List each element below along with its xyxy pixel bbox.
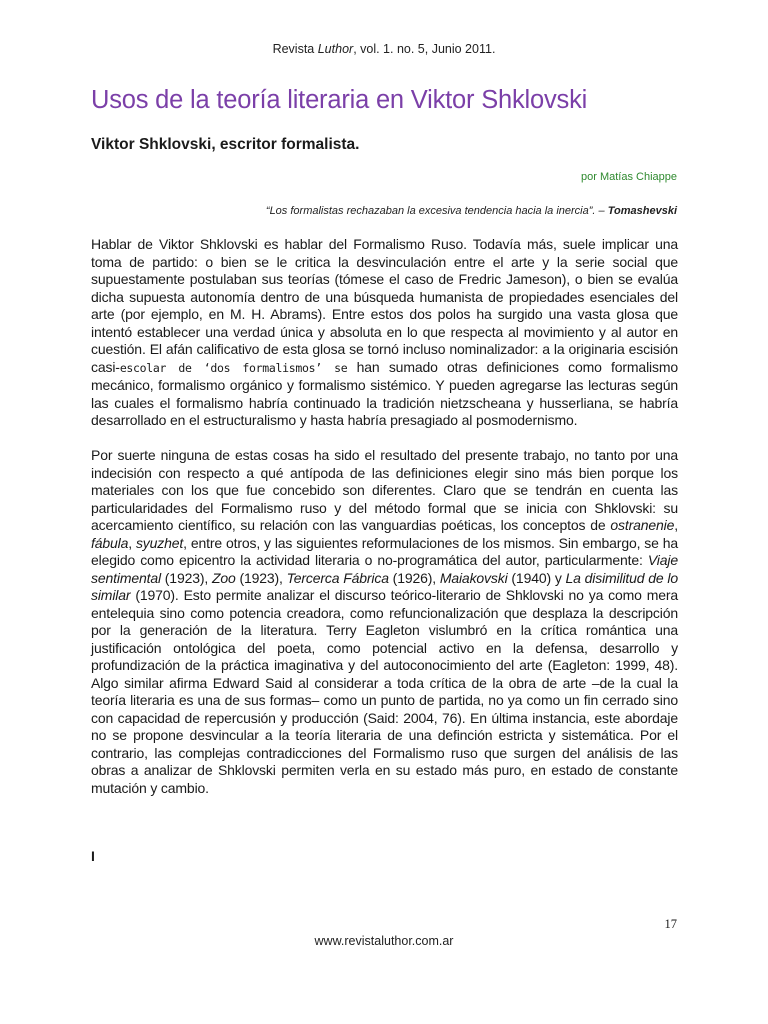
article-body (91, 236, 678, 815)
p2-book-tercerca-fabrica: Tercerca Fábrica (286, 569, 389, 586)
p2-text: (1926), (388, 569, 440, 586)
p2-book-viaje-sentimental: Viaje sentimental (91, 552, 678, 586)
epigraph (266, 205, 677, 217)
journal-name: Luthor (317, 42, 354, 56)
p2-term-ostranenie: ostranenie (610, 517, 675, 533)
article-title: Usos de la teoría literaria en Viktor Shklovski (91, 86, 588, 114)
page-number: 17 (664, 917, 677, 931)
p2-term-fabula: fábula (91, 534, 129, 551)
section-mark: I (91, 848, 95, 864)
journal-header-prefix: Revista (272, 42, 318, 56)
p2-term-syuzhet: syuzhet (135, 534, 184, 551)
p2-text: , entre otros, y las siguientes reformulaciones de los mismos. Sin embargo, se ha elegido como epicentro la actividad literaria o no-programática del autor, particularmente: (91, 534, 678, 568)
p2-book-zoo: Zoo (211, 569, 236, 586)
epigraph-quote: “Los formalistas rechazaban la excesiva tendencia hacia la inercia”. – (265, 205, 605, 217)
p2-book-disimilitud: La disimilitud de lo similar (91, 569, 678, 603)
p2-book-maiakovski: Maiakovski (439, 569, 508, 586)
article-author: por Matías Chiappe (581, 171, 677, 183)
journal-header (0, 42, 768, 56)
p2-text: Por suerte ninguna de estas cosas ha sido el resultado del presente trabajo, no tanto por una indecisión con respecto a qué antípoda de las definiciones elegir sino más bien porque los materiales con los que fue concebido son diferentes. Claro que se tendrán en cuenta las particularidades del Formalismo ruso y del método formal que se inicia con Shklovski: su acercamiento científico, su relación con las vanguardias poéticas, los conceptos de (91, 447, 678, 533)
paragraph-1 (91, 236, 678, 430)
journal-header-suffix: , vol. 1. no. 5, Junio 2011. (353, 42, 496, 56)
paragraph-1-mono-text: escolar de ‘dos formalismos’ se (119, 360, 348, 375)
p2-text: (1923), (235, 569, 287, 586)
article-subtitle: Viktor Shklovski, escritor formalista. (91, 136, 360, 153)
p2-text: (1970). Esto permite analizar el discurso teórico-literario de Shklovski no ya como mera entelequia sino como potencia creadora, como refuncionalización que desplaza la descripción por la generación de la literatura. Terry Eagleton vislumbró en la crítica romántica una justificación ontológica del poeta, como potencial activo en la defensa, desarrollo y profundización de la práctica imaginativa y del autoconocimiento del arte (Eagleton: 1999, 48). Algo similar afirma Edward Said al considerar a toda crítica de la obra de arte –de la cual la teoría literaria es una de sus formas– como un punto de partida, no ya como un fin cerrado sino con capacidad de repercusión y producción (Said: 2004, 76). En última instancia, este abordaje no se propone desvincular a la teoría literaria de una definción estricta y sistemática. Por el contrario, las complejas contradicciones del Formalismo ruso que surgen del análisis de las obras a analizar de Shklovski permiten verla en su estado más puro, en estado de constante mutación y cambio. (91, 587, 678, 796)
paragraph-1-text-a: Hablar de Viktor Shklovski es hablar del Formalismo Ruso. Todavía más, suele implicar una toma de partido: o bien se le critica la desvinculación entre el arte y la serie social que supuestamente postulaban sus teorías (tómese el caso de Fredric Jameson), o bien se evalúa dicha supuesta autonomía dentro de una búsqueda humanista de propiedades esenciales del arte (por ejemplo, en M. H. Abrams). Entre estos dos polos ha surgido una vasta glosa que intentó establecer una verdad única y absoluta en lo que respecta al movimiento y al autor en cuestión. El afán calificativo de esta glosa se tornó incluso nominalizador: a la originaria escisión casi- (91, 236, 678, 375)
epigraph-attribution: Tomashevski (607, 205, 677, 217)
paragraph-1-text-b: han sumado otras definiciones como formalismo mecánico, formalismo orgánico y formalismo sistémico. Y pueden agregarse las lecturas según las cuales el formalismo habría continuado la tradición nietzscheana y husserliana, se habría desarrollado en el estructuralismo y hasta habría presagiado al posmodernismo. (91, 358, 678, 428)
p2-text: (1923), (160, 569, 212, 586)
p2-text: (1940) y (507, 569, 566, 586)
p2-text: , (128, 534, 136, 551)
footer-url: www.revistaluthor.com.ar (314, 934, 454, 948)
p2-text: , (674, 517, 678, 533)
paragraph-2 (91, 447, 678, 797)
